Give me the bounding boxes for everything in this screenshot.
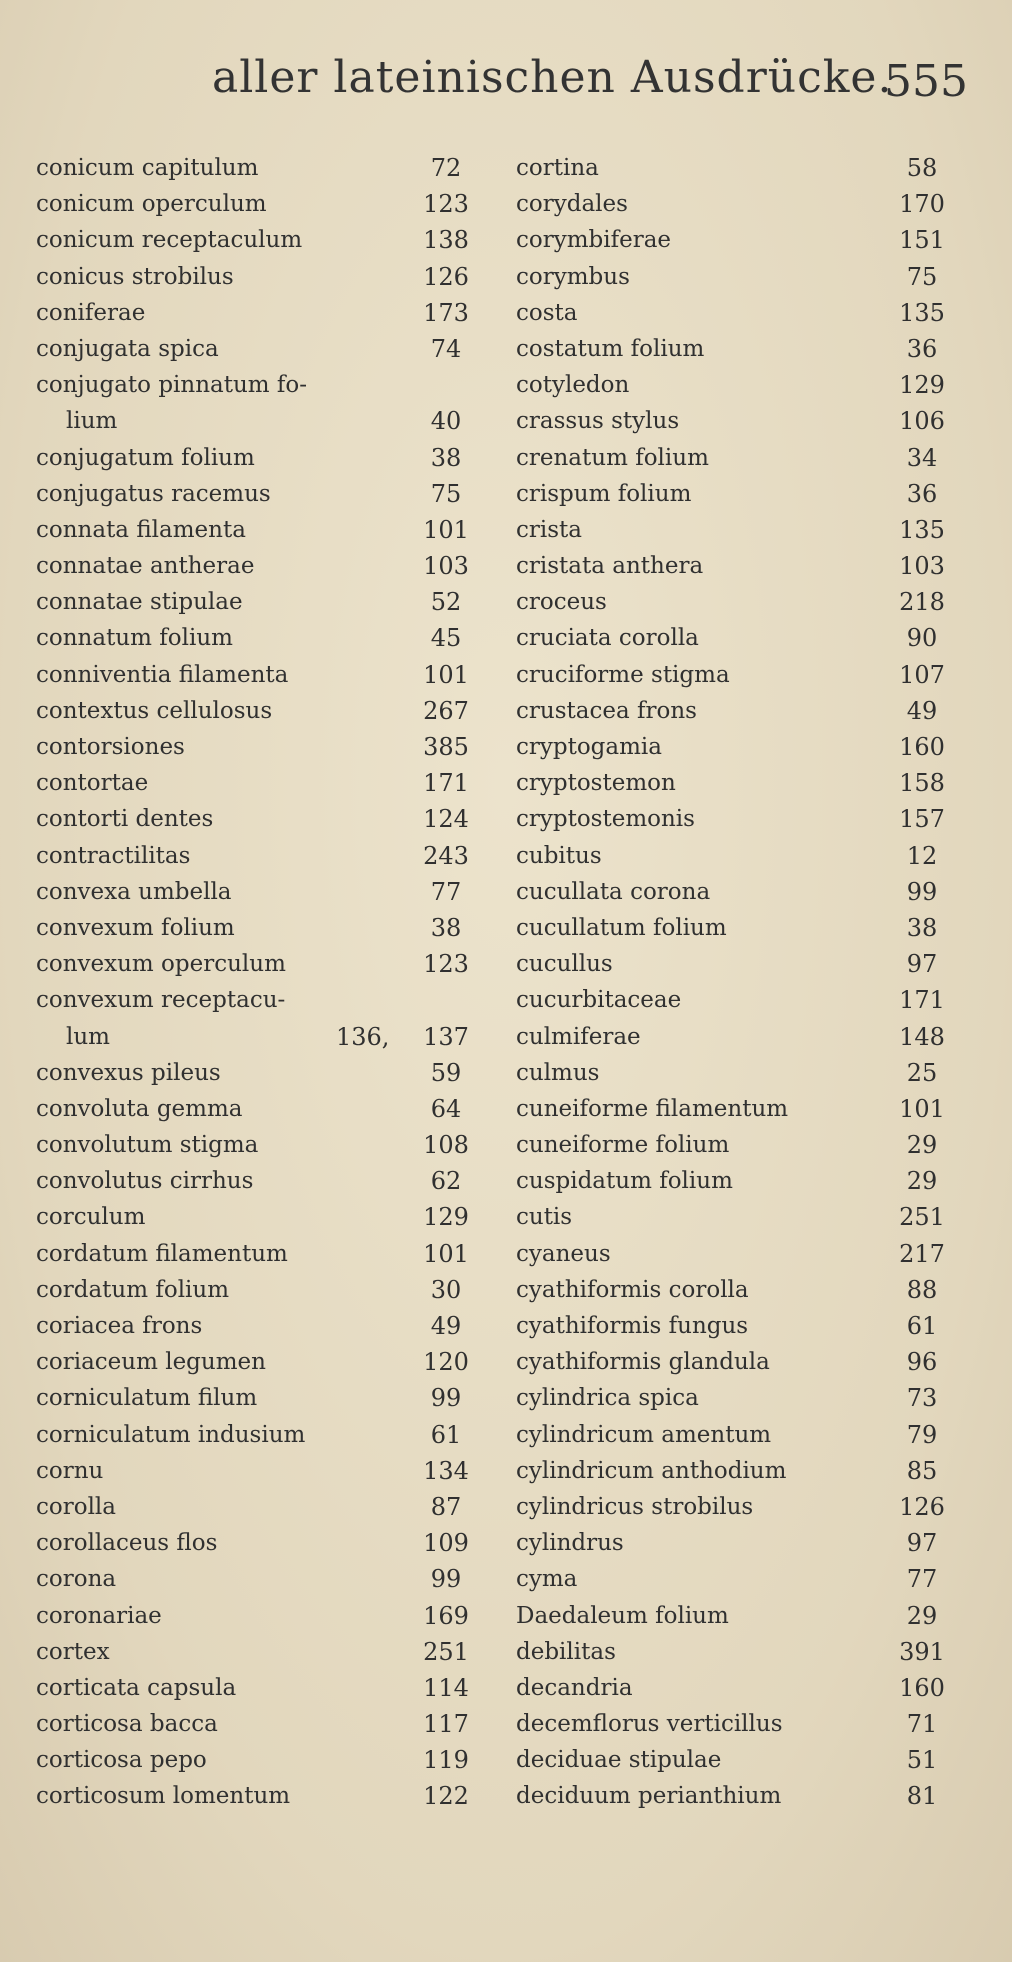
index-term: cuneiforme filamentum xyxy=(516,1095,789,1122)
index-entry xyxy=(36,1344,476,1380)
index-page-ref: 101 xyxy=(423,515,469,544)
index-entry xyxy=(36,874,476,910)
index-term: corticosa pepo xyxy=(36,1747,207,1774)
index-entry xyxy=(36,1670,476,1706)
index-term: convolutum stigma xyxy=(36,1132,259,1159)
index-term: convexum operculum xyxy=(36,951,286,978)
index-term: coniferae xyxy=(36,299,146,326)
index-term: cortex xyxy=(36,1638,110,1665)
index-term: conjugatum folium xyxy=(36,444,255,471)
index-entry xyxy=(36,1742,476,1778)
index-entry xyxy=(516,982,944,1018)
index-page-ref: 40 xyxy=(430,407,462,436)
index-entry xyxy=(516,1236,944,1272)
index-page-ref: 107 xyxy=(899,660,945,689)
index-page-ref: 38 xyxy=(430,913,462,942)
index-page-ref: 101 xyxy=(899,1094,945,1123)
index-page-ref: 99 xyxy=(906,877,938,906)
index-entry xyxy=(516,620,944,656)
index-page-ref: 173 xyxy=(423,298,469,327)
index-page-ref: 170 xyxy=(899,190,945,219)
index-page-ref: 81 xyxy=(906,1782,938,1811)
index-term: corniculatum indusium xyxy=(36,1421,306,1448)
index-page-ref: 123 xyxy=(423,950,469,979)
index-entry xyxy=(36,946,476,982)
index-page-ref: 117 xyxy=(423,1710,469,1739)
index-entry xyxy=(516,1019,944,1055)
index-page-ref: 106 xyxy=(899,407,945,436)
index-entry xyxy=(36,1453,476,1489)
index-page-ref: 171 xyxy=(899,986,945,1015)
index-term: contorsiones xyxy=(36,734,185,760)
index-page-ref: 96 xyxy=(906,1348,938,1377)
index-term: costa xyxy=(516,299,578,326)
index-page-ref: 169 xyxy=(423,1601,469,1630)
index-term: deciduum perianthium xyxy=(516,1783,782,1810)
index-entry xyxy=(516,1598,944,1634)
index-entry xyxy=(36,801,476,837)
index-term: convoluta gemma xyxy=(36,1095,243,1122)
index-entry xyxy=(516,1199,944,1235)
index-entry xyxy=(516,1380,944,1416)
index-page-ref: 34 xyxy=(906,443,938,472)
index-page-ref: 135 xyxy=(899,298,945,327)
index-term: conjugato pinnatum fo- xyxy=(36,372,308,399)
index-page-ref: 137 xyxy=(423,1022,469,1051)
index-page-ref: 158 xyxy=(899,769,945,798)
index-page-ref: 59 xyxy=(430,1058,462,1087)
index-entry xyxy=(36,1525,476,1561)
index-entry xyxy=(36,765,476,801)
index-entry xyxy=(516,946,944,982)
index-page-ref: 267 xyxy=(423,696,469,725)
index-term: costatum folium xyxy=(516,335,705,362)
index-entry xyxy=(516,1489,944,1525)
index-term: corymbiferae xyxy=(516,227,672,254)
index-term: Daedaleum folium xyxy=(516,1602,729,1629)
index-page-ref: 36 xyxy=(906,479,938,508)
index-term: connatum folium xyxy=(36,625,233,652)
index-entry xyxy=(36,982,476,1018)
index-term: debilitas xyxy=(516,1638,616,1665)
index-page-ref: 49 xyxy=(430,1312,462,1340)
index-entry xyxy=(36,693,476,729)
index-term: connatae stipulae xyxy=(36,589,243,616)
index-entry xyxy=(516,1344,944,1380)
index-entry xyxy=(36,476,476,512)
index-term: cylindrica spica xyxy=(516,1385,699,1412)
index-term: contextus cellulosus xyxy=(36,697,273,724)
index-term: crustacea frons xyxy=(516,697,697,724)
index-entry xyxy=(516,1525,944,1561)
index-entry xyxy=(36,1598,476,1634)
index-page-ref: 251 xyxy=(899,1203,945,1232)
index-entry xyxy=(36,657,476,693)
index-entry xyxy=(516,910,944,946)
index-page-ref: 171 xyxy=(423,769,469,798)
index-term: corticosum lomentum xyxy=(36,1783,291,1810)
index-page-ref: 29 xyxy=(906,1167,938,1196)
index-page-ref: 99 xyxy=(430,1565,462,1594)
index-entry xyxy=(36,1091,476,1127)
index-page-ref: 12 xyxy=(906,841,938,870)
index-term: cordatum folium xyxy=(36,1276,230,1303)
index-page-ref: 73 xyxy=(906,1384,938,1413)
index-entry xyxy=(516,476,944,512)
index-term: convexa umbella xyxy=(36,878,232,905)
index-term: croceus xyxy=(516,589,607,616)
index-entry xyxy=(36,295,476,331)
index-entry xyxy=(36,729,476,765)
index-term: cucullus xyxy=(516,951,613,978)
index-page-ref: 77 xyxy=(906,1565,938,1594)
index-entry xyxy=(516,1091,944,1127)
index-page-ref: 109 xyxy=(423,1529,469,1558)
index-entry xyxy=(516,512,944,548)
index-page-ref: 120 xyxy=(423,1348,469,1377)
index-term: cryptostemon xyxy=(516,770,676,797)
index-page-ref: 129 xyxy=(899,371,945,400)
index-entry xyxy=(36,1380,476,1416)
index-term: cyma xyxy=(516,1566,578,1593)
index-entry xyxy=(516,657,944,693)
index-term: cyaneus xyxy=(516,1240,611,1267)
index-page-ref: 151 xyxy=(899,226,945,255)
index-entry xyxy=(516,1055,944,1091)
index-term: connatae antherae xyxy=(36,553,255,580)
index-entry xyxy=(36,548,476,584)
index-term: corymbus xyxy=(516,263,630,290)
index-term: cotyledon xyxy=(516,372,630,399)
index-term: conjugata spica xyxy=(36,335,219,362)
index-term: crassus stylus xyxy=(516,408,680,435)
index-page-ref: 75 xyxy=(906,262,938,291)
index-page-ref: 62 xyxy=(430,1167,462,1196)
index-page-ref: 51 xyxy=(906,1746,938,1775)
index-term: cuspidatum folium xyxy=(516,1168,733,1195)
index-page-ref: 103 xyxy=(423,552,469,581)
index-entry xyxy=(36,331,476,367)
index-entry xyxy=(36,367,476,403)
index-term: cryptogamia xyxy=(516,734,662,760)
index-page-ref: 251 xyxy=(423,1637,469,1666)
index-page-ref: 123 xyxy=(423,190,469,219)
index-entry xyxy=(36,440,476,476)
index-page-ref: 101 xyxy=(423,660,469,689)
index-page-ref: 58 xyxy=(906,154,938,182)
index-page-ref: 124 xyxy=(423,805,469,834)
index-term: cruciata corolla xyxy=(516,625,699,652)
index-term: cristata anthera xyxy=(516,553,704,580)
index-term: crispum folium xyxy=(516,480,692,507)
index-entry xyxy=(516,1163,944,1199)
index-term: cornu xyxy=(36,1457,104,1484)
index-page-ref: 160 xyxy=(899,1673,945,1702)
index-term: corona xyxy=(36,1566,117,1593)
index-term: lium xyxy=(66,408,118,435)
index-term: culmiferae xyxy=(516,1023,641,1050)
index-page-ref: 85 xyxy=(906,1456,938,1485)
index-entry xyxy=(516,1670,944,1706)
index-page-ref: 217 xyxy=(899,1239,945,1268)
index-page-ref: 38 xyxy=(906,913,938,942)
index-entry xyxy=(516,186,944,222)
index-term: corydales xyxy=(516,191,628,218)
index-page-ref: 77 xyxy=(430,877,462,906)
index-term: conniventia filamenta xyxy=(36,661,289,688)
index-page-ref: 138 xyxy=(423,226,469,255)
index-page-ref: 134 xyxy=(423,1456,469,1485)
index-entry xyxy=(36,403,476,439)
index-page-ref: 99 xyxy=(430,1384,462,1413)
index-term: cruciforme stigma xyxy=(516,661,730,688)
index-column-right xyxy=(516,150,944,1815)
running-title: aller lateinischen Ausdrücke. xyxy=(212,52,893,103)
index-term: cyathiformis fungus xyxy=(516,1313,749,1339)
index-term: convolutus cirrhus xyxy=(36,1168,254,1195)
index-entry xyxy=(36,1561,476,1597)
index-entry xyxy=(516,1706,944,1742)
index-page-ref: 108 xyxy=(423,1131,469,1160)
index-entry xyxy=(516,1308,944,1344)
index-entry xyxy=(36,1019,476,1055)
index-extra-page: 136, xyxy=(336,1022,390,1051)
index-page-ref: 72 xyxy=(430,154,462,182)
index-page-ref: 119 xyxy=(423,1746,469,1775)
index-page-ref: 385 xyxy=(423,733,469,761)
index-entry xyxy=(516,1778,944,1814)
index-page-ref: 126 xyxy=(899,1492,945,1521)
index-term: cylindricum amentum xyxy=(516,1421,772,1448)
index-term: corollaceus flos xyxy=(36,1530,218,1557)
index-page-ref: 64 xyxy=(430,1094,462,1123)
index-entry xyxy=(516,150,944,186)
index-entry xyxy=(516,729,944,765)
index-term: cordatum filamentum xyxy=(36,1240,288,1267)
index-term: cucurbitaceae xyxy=(516,987,682,1014)
index-page-ref: 391 xyxy=(899,1637,945,1666)
index-page-ref: 30 xyxy=(430,1275,462,1304)
index-term: cyathiformis corolla xyxy=(516,1276,749,1303)
index-entry xyxy=(36,1634,476,1670)
index-column-left xyxy=(36,150,476,1815)
index-entry xyxy=(36,1308,476,1344)
index-entry xyxy=(516,440,944,476)
index-term: conjugatus racemus xyxy=(36,480,271,507)
index-entry xyxy=(516,693,944,729)
index-page-ref: 114 xyxy=(423,1673,469,1702)
index-entry xyxy=(36,1055,476,1091)
index-page-ref: 29 xyxy=(906,1131,938,1160)
index-term: cylindrus xyxy=(516,1530,624,1557)
index-term: conicum receptaculum xyxy=(36,227,303,254)
index-entry xyxy=(36,222,476,258)
index-term: cyathiformis glandula xyxy=(516,1349,770,1376)
index-entry xyxy=(36,1417,476,1453)
index-term: cubitus xyxy=(516,842,602,869)
index-page-ref: 25 xyxy=(906,1058,938,1087)
index-entry xyxy=(516,331,944,367)
index-entry xyxy=(516,765,944,801)
index-term: cuneiforme folium xyxy=(516,1132,730,1159)
index-entry xyxy=(36,910,476,946)
index-term: cryptostemonis xyxy=(516,806,695,833)
index-entry xyxy=(516,1127,944,1163)
index-term: convexum folium xyxy=(36,914,235,941)
index-term: decandria xyxy=(516,1674,633,1701)
index-term: lum xyxy=(66,1023,110,1050)
index-page-ref: 243 xyxy=(423,841,469,870)
index-term: corolla xyxy=(36,1493,116,1520)
index-page-ref: 49 xyxy=(906,696,938,725)
index-entry xyxy=(36,1489,476,1525)
index-page-ref: 75 xyxy=(430,479,462,508)
index-entry xyxy=(516,1742,944,1778)
index-entry xyxy=(36,1778,476,1814)
index-entry xyxy=(516,222,944,258)
index-entry xyxy=(516,259,944,295)
index-page-ref: 79 xyxy=(906,1420,938,1449)
index-term: convexus pileus xyxy=(36,1059,221,1086)
index-entry xyxy=(516,584,944,620)
index-term: convexum receptacu- xyxy=(36,987,286,1014)
index-entry xyxy=(36,186,476,222)
index-page-ref: 74 xyxy=(430,334,462,363)
index-entry xyxy=(516,548,944,584)
index-page-ref: 157 xyxy=(899,805,945,834)
index-entry xyxy=(516,295,944,331)
index-entry xyxy=(36,1272,476,1308)
index-entry xyxy=(516,367,944,403)
index-entry xyxy=(36,1236,476,1272)
index-entry xyxy=(516,1453,944,1489)
index-term: contortae xyxy=(36,770,149,797)
index-page-ref: 29 xyxy=(906,1601,938,1630)
index-page-ref: 126 xyxy=(423,262,469,291)
index-page-ref: 97 xyxy=(906,1529,938,1558)
index-entry xyxy=(36,1706,476,1742)
page-number: 555 xyxy=(884,56,968,107)
index-term: corticosa bacca xyxy=(36,1711,218,1738)
index-entry xyxy=(36,838,476,874)
index-page-ref: 71 xyxy=(906,1710,938,1739)
index-term: conicum operculum xyxy=(36,191,267,218)
index-page-ref: 52 xyxy=(430,588,462,617)
index-entry xyxy=(516,1634,944,1670)
index-term: corniculatum filum xyxy=(36,1385,258,1412)
index-page-ref: 129 xyxy=(423,1203,469,1232)
index-page-ref: 148 xyxy=(899,1022,945,1051)
index-entry xyxy=(36,259,476,295)
index-page-ref: 61 xyxy=(906,1312,938,1340)
index-entry xyxy=(36,512,476,548)
index-page-ref: 122 xyxy=(423,1782,469,1811)
index-term: cylindricus strobilus xyxy=(516,1493,754,1520)
index-term: contractilitas xyxy=(36,842,191,869)
index-page-ref: 36 xyxy=(906,334,938,363)
index-term: cutis xyxy=(516,1204,573,1231)
index-term: contorti dentes xyxy=(36,806,214,833)
index-page-ref: 103 xyxy=(899,552,945,581)
index-entry xyxy=(516,1417,944,1453)
index-term: decemflorus verticillus xyxy=(516,1711,783,1738)
index-entry xyxy=(36,584,476,620)
index-entry xyxy=(516,403,944,439)
index-entry xyxy=(516,1561,944,1597)
index-term: cylindricum anthodium xyxy=(516,1457,787,1484)
index-entry xyxy=(36,1127,476,1163)
index-term: crenatum folium xyxy=(516,444,709,471)
index-page-ref: 87 xyxy=(430,1492,462,1521)
index-page-ref: 38 xyxy=(430,443,462,472)
index-term: corticata capsula xyxy=(36,1674,237,1701)
index-entry xyxy=(516,1272,944,1308)
index-term: cortina xyxy=(516,155,599,181)
index-page-ref: 45 xyxy=(430,624,462,653)
index-page-ref: 101 xyxy=(423,1239,469,1268)
index-entry xyxy=(36,1199,476,1235)
index-entry xyxy=(516,801,944,837)
index-entry xyxy=(36,1163,476,1199)
index-page-ref: 88 xyxy=(906,1275,938,1304)
index-term: crista xyxy=(516,516,582,543)
index-term: deciduae stipulae xyxy=(516,1747,722,1774)
index-term: cucullata corona xyxy=(516,878,711,905)
index-term: culmus xyxy=(516,1059,600,1086)
index-term: coronariae xyxy=(36,1602,162,1629)
index-term: conicum capitulum xyxy=(36,155,259,181)
index-page-ref: 61 xyxy=(430,1420,462,1449)
index-term: connata filamenta xyxy=(36,516,246,543)
index-term: conicus strobilus xyxy=(36,263,234,290)
index-page-ref: 218 xyxy=(899,588,945,617)
index-page-ref: 160 xyxy=(899,733,945,761)
index-entry xyxy=(36,620,476,656)
index-term: corculum xyxy=(36,1204,146,1231)
index-term: coriaceum legumen xyxy=(36,1349,266,1376)
index-entry xyxy=(36,150,476,186)
index-page-ref: 97 xyxy=(906,950,938,979)
index-entry xyxy=(516,874,944,910)
page-header xyxy=(0,52,1012,122)
index-term: cucullatum folium xyxy=(516,914,727,941)
index-term: coriacea frons xyxy=(36,1313,203,1339)
index-page-ref: 90 xyxy=(906,624,938,653)
index-entry xyxy=(516,838,944,874)
index-page-ref: 135 xyxy=(899,515,945,544)
